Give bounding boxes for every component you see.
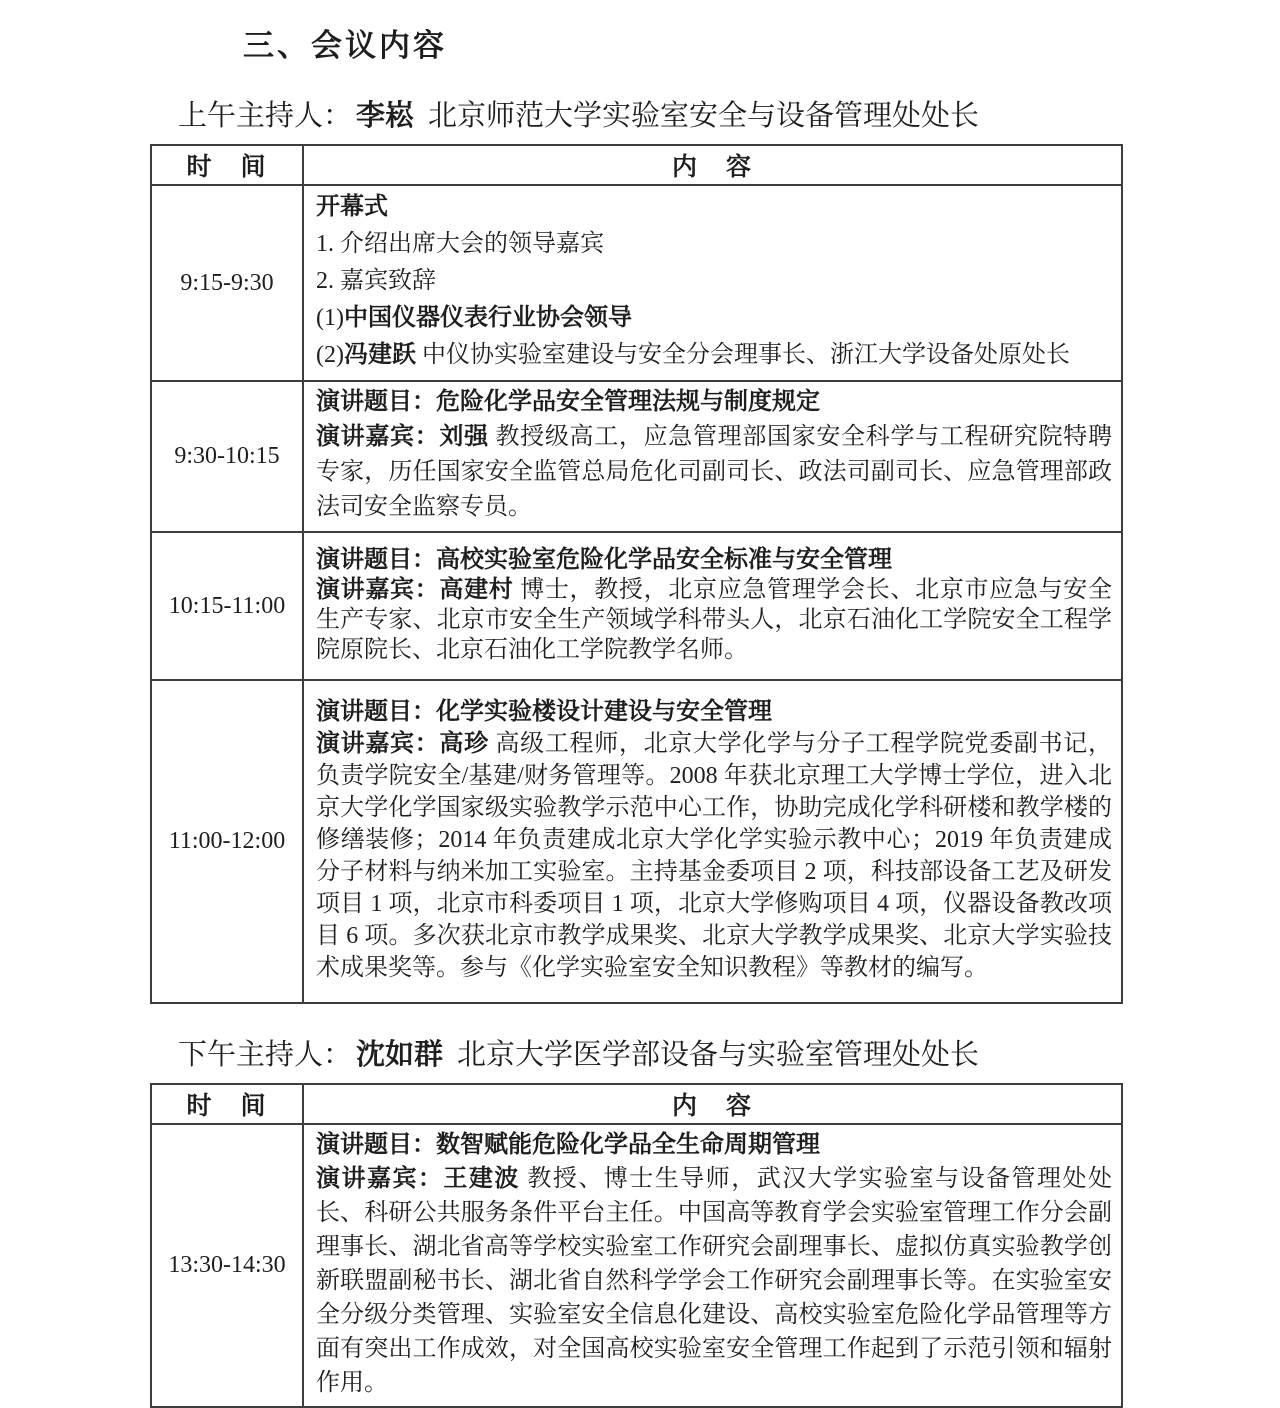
session-time: 9:30-10:15 bbox=[151, 381, 303, 532]
morning-host-name: 李崧 bbox=[356, 100, 415, 132]
content-line: 演讲题目：高校实验室危险化学品安全标准与安全管理 bbox=[316, 546, 892, 573]
header-time-cell: 时 间 bbox=[151, 1084, 303, 1124]
session-content bbox=[303, 532, 1122, 680]
section-title: 三、会议内容 bbox=[243, 28, 447, 63]
morning-host-label: 上午主持人： bbox=[178, 100, 353, 132]
session-time: 13:30-14:30 bbox=[151, 1124, 303, 1407]
session-row bbox=[151, 185, 1122, 381]
session-row bbox=[151, 381, 1122, 532]
session-time: 11:00-12:00 bbox=[151, 680, 303, 1003]
session-content bbox=[303, 680, 1122, 1003]
content-line: (2)冯建跃 中仪协实验室建设与安全分会理事长、浙江大学设备处原处长 bbox=[316, 342, 1070, 368]
table-header-row bbox=[151, 1084, 1122, 1124]
content-line: 演讲嘉宾：高建村 博士，教授，北京应急管理学会长、北京市应急与安全生产专家、北京市安全生产领域学科带头人，北京石油化工学院安全工程学院原院长、北京石油化工学院教学名师。 bbox=[316, 576, 1112, 663]
afternoon-schedule-table bbox=[150, 1083, 1123, 1408]
session-time: 9:15-9:30 bbox=[151, 185, 303, 381]
content-line: 演讲嘉宾：高珍 高级工程师，北京大学化学与分子工程学院党委副书记，负责学院安全/基建/财务管理等。2008 年获北京理工大学博士学位，进入北京大学化学国家级实验教学示范中心工作，协助完成化学科研楼和教学楼的修缮装修；2014 年负责建成北京大学化学实验示教中心；2019 年负责建成分子材料与纳米加工实验室。主持基金委项目 2 项，科技部设备工艺及研发项目 1 项，北京市科委项目 1 项，北京大学修购项目 4 项，仪器设备教改项目 6 项。多次获北京市教学成果奖、北京大学教学成果奖、北京大学实验技术成果奖等。参与《化学实验室安全知识教程》等教材的编写。 bbox=[316, 731, 1112, 981]
header-content-cell: 内 容 bbox=[303, 1084, 1122, 1124]
session-content bbox=[303, 1124, 1122, 1407]
content-line: 演讲题目：危险化学品安全管理法规与制度规定 bbox=[316, 389, 820, 415]
table-header-row bbox=[151, 145, 1122, 185]
content-line: 2. 嘉宾致辞 bbox=[316, 268, 436, 294]
afternoon-host-title: 北京大学医学部设备与实验室管理处处长 bbox=[457, 1039, 980, 1071]
morning-schedule-table bbox=[150, 144, 1123, 1004]
header-time-cell: 时 间 bbox=[151, 145, 303, 185]
content-line: 1. 介绍出席大会的领导嘉宾 bbox=[316, 231, 604, 257]
session-row bbox=[151, 532, 1122, 680]
content-line: (1)中国仪器仪表行业协会领导 bbox=[316, 305, 632, 331]
afternoon-host-label: 下午主持人： bbox=[178, 1039, 353, 1071]
session-row bbox=[151, 1124, 1122, 1407]
session-content bbox=[303, 381, 1122, 532]
afternoon-host-name: 沈如群 bbox=[356, 1039, 444, 1071]
session-time: 10:15-11:00 bbox=[151, 532, 303, 680]
morning-host-line bbox=[178, 93, 1280, 134]
content-line: 演讲嘉宾：刘强 教授级高工，应急管理部国家安全科学与工程研究院特聘专家，历任国家安全监管总局危化司副司长、政法司副司长、应急管理部政法司安全监察专员。 bbox=[316, 424, 1112, 520]
content-line: 演讲题目：化学实验楼设计建设与安全管理 bbox=[316, 699, 772, 725]
content-line: 演讲嘉宾：王建波 教授、博士生导师，武汉大学实验室与设备管理处处长、科研公共服务条件平台主任。中国高等教育学会实验室管理工作分会副理事长、湖北省高等学校实验室工作研究会副理事长、虚拟仿真实验教学创新联盟副秘书长、湖北省自然科学学会工作研究会副理事长等。在实验室安全分级分类管理、实验室安全信息化建设、高校实验室危险化学品管理等方面有突出工作成效，对全国高校实验室安全管理工作起到了示范引领和辐射作用。 bbox=[316, 1166, 1113, 1396]
session-content bbox=[303, 185, 1122, 381]
morning-host-title: 北京师范大学实验室安全与设备管理处处长 bbox=[428, 100, 980, 132]
session-row bbox=[151, 680, 1122, 1003]
header-content-cell: 内 容 bbox=[303, 145, 1122, 185]
content-line: 演讲题目：数智赋能危险化学品全生命周期管理 bbox=[316, 1132, 820, 1158]
content-line: 开幕式 bbox=[316, 194, 388, 220]
afternoon-host-line bbox=[178, 1032, 1280, 1073]
